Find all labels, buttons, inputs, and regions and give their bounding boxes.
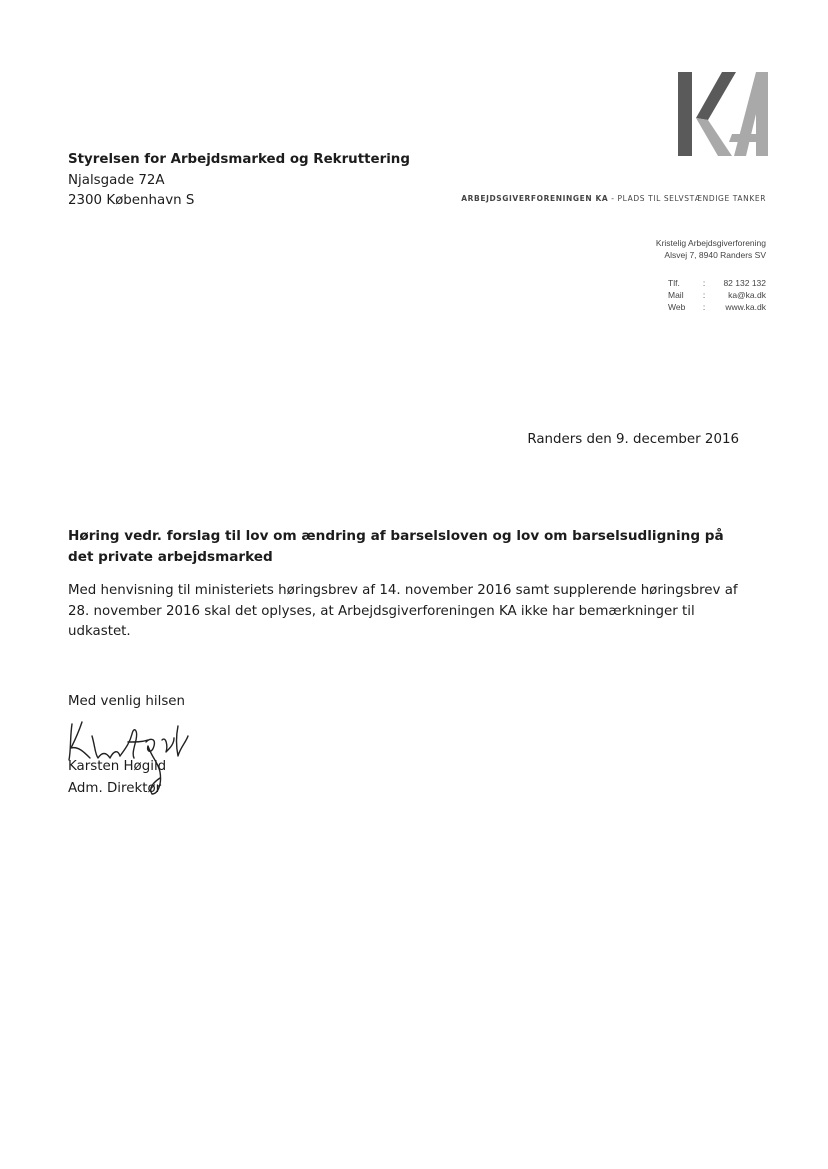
tagline-org: ARBEJDSGIVERFORENINGEN KA — [461, 194, 609, 203]
recipient-street: Njalsgade 72A — [68, 172, 165, 188]
contact-separator: : — [702, 302, 706, 312]
signer-title: Adm. Direktør — [68, 781, 162, 796]
tagline-separator: - — [608, 194, 618, 203]
contact-label: Web — [668, 302, 686, 312]
contact-row-web — [668, 301, 766, 313]
signer-name: Karsten Høgild — [68, 759, 167, 774]
sender-block — [656, 237, 766, 261]
contact-value: ka@ka.dk — [728, 290, 766, 300]
contact-separator: : — [702, 290, 706, 300]
contact-separator: : — [702, 278, 706, 288]
sender-address: Alsvej 7, 8940 Randers SV — [664, 250, 766, 260]
contact-value: www.ka.dk — [725, 302, 766, 312]
letter-subject: Høring vedr. forslag til lov om ændring af barselsloven og lov om barselsudligning på det private arbejdsmarked — [68, 528, 724, 565]
letterhead-tagline — [461, 194, 766, 203]
recipient-name: Styrelsen for Arbejdsmarked og Rekruttering — [68, 152, 410, 167]
contact-label: Mail — [668, 290, 684, 300]
letter-body: Med henvisning til ministeriets høringsbrev af 14. november 2016 samt supplerende høringsbrev af 28. november 2016 skal det oplyses, at Arbejdsgiverforeningen KA ikke har bemærkninger til udkastet. — [68, 583, 738, 639]
contact-value: 82 132 132 — [723, 278, 766, 288]
contact-label: Tlf. — [668, 278, 680, 288]
contact-row-phone — [668, 277, 766, 289]
recipient-city: 2300 København S — [68, 193, 195, 208]
tagline-motto: PLADS TIL SELVSTÆNDIGE TANKER — [617, 194, 766, 203]
recipient-address — [68, 150, 410, 212]
closing-greeting: Med venlig hilsen — [68, 694, 186, 709]
sender-name: Kristelig Arbejdsgiverforening — [655, 238, 766, 248]
ka-logo — [674, 68, 770, 160]
letter-date: Randers den 9. december 2016 — [527, 432, 739, 447]
contact-block — [668, 277, 766, 313]
contact-row-mail — [668, 289, 766, 301]
